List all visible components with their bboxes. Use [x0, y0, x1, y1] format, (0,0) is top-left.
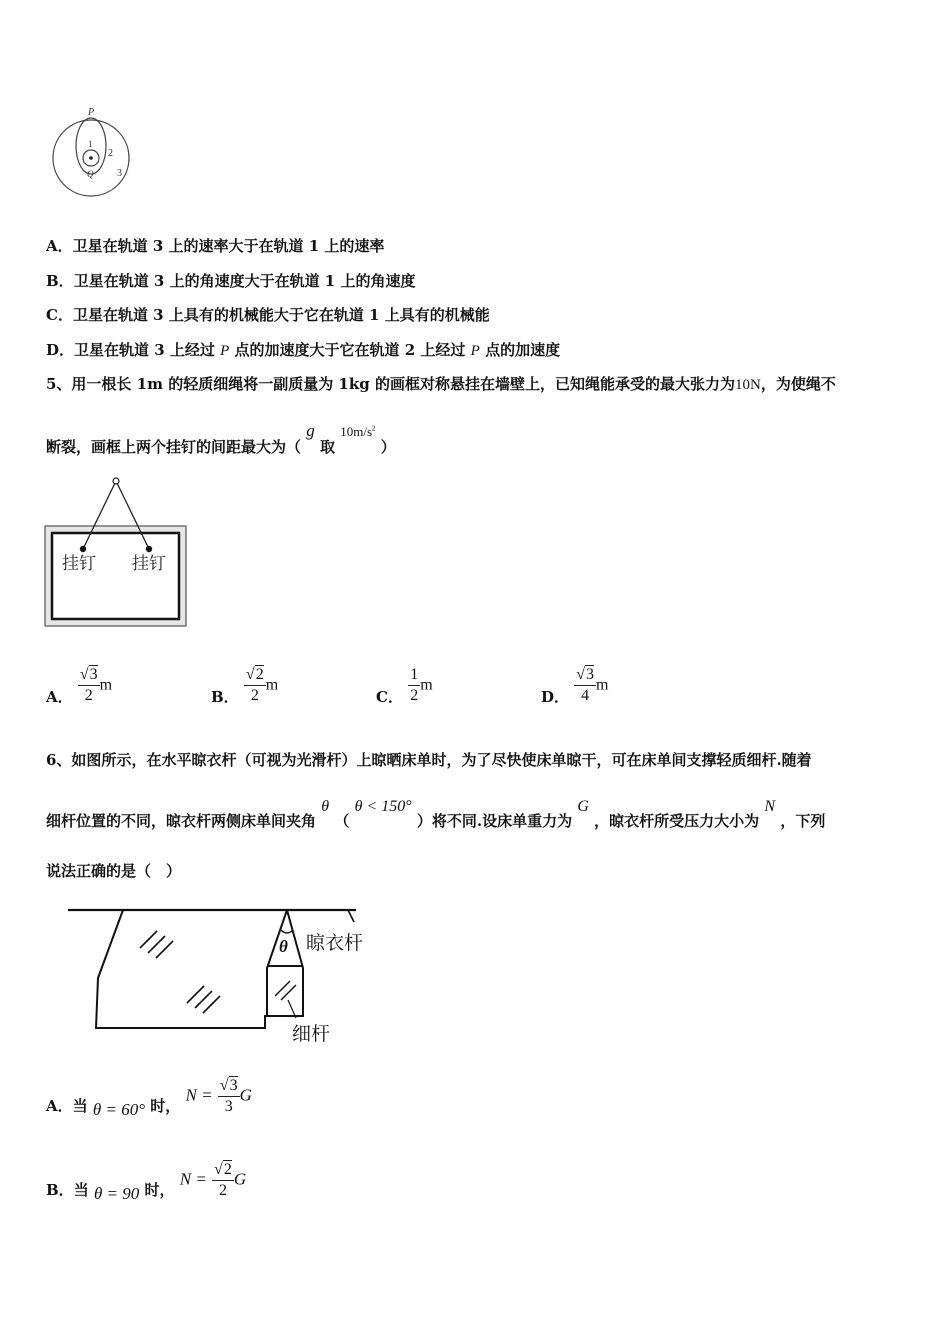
- label-3: 3: [117, 168, 122, 179]
- q4-option-c[interactable]: C．卫星在轨道 3 上具有的机械能大于它在轨道 1 上具有的机械能: [46, 306, 490, 324]
- q5-option-a[interactable]: A． $\frac{√3}{2}$ m: [46, 666, 113, 706]
- q5-option-d[interactable]: D． $\frac{√3}{4}$ m: [541, 666, 609, 706]
- q5-stem-line1: 5、用一根长 1m 的轻质细绳将一副质量为 1kg 的画框对称悬挂在墙壁上，已知绳能承受的最大张力为10N，为使绳不: [46, 375, 836, 393]
- label-p: P: [88, 107, 95, 118]
- label-2: 2: [108, 148, 113, 159]
- q4-option-d[interactable]: D．卫星在轨道 3 上经过 P 点的加速度大于它在轨道 2 上经过 P 点的加速度: [46, 341, 561, 359]
- q4-option-b[interactable]: B．卫星在轨道 3 上的角速度大于在轨道 1 上的角速度: [46, 272, 416, 290]
- q6-stem-line3: 说法正确的是（ ）: [46, 862, 182, 880]
- q6-option-a[interactable]: A．当 θ = 60° 时， N = $\frac{√3}{3}$ G: [46, 1077, 252, 1119]
- left-nail: [80, 546, 86, 552]
- q5-option-c[interactable]: C． $\frac{1}{2}$ m: [376, 666, 433, 706]
- q5-option-b[interactable]: B． $\frac{√2}{2}$ m: [211, 666, 279, 706]
- earth-center: [89, 156, 93, 160]
- label-1: 1: [88, 139, 93, 149]
- frame-inner: [52, 533, 179, 619]
- rod-label: 晾衣杆: [306, 932, 364, 954]
- q6-stem-line1: 6、如图所示，在水平晾衣杆（可视为光滑杆）上晾晒床单时，为了尽快使床单晾干，可在床单间支撑轻质细杆.随着: [46, 751, 812, 769]
- rod-end-mark: [348, 910, 354, 922]
- clothesline-figure: [60, 896, 390, 1048]
- sheet-right-side: [267, 910, 287, 1016]
- orbit-figure: [48, 100, 138, 200]
- q5-stem-line2: 断裂，画框上两个挂钉的间距最大为（ g 取 $10m/s^2$ ）: [46, 421, 396, 456]
- angle-arc: [281, 930, 293, 933]
- left-nail-label: 挂钉: [62, 554, 96, 574]
- wall-nail: [113, 478, 119, 484]
- label-q: Q: [87, 169, 94, 179]
- sheet-outline: [96, 910, 303, 1028]
- q4-option-a[interactable]: A．卫星在轨道 3 上的速率大于在轨道 1 上的速率: [46, 237, 385, 255]
- theta-label: θ: [279, 937, 288, 956]
- q6-stem-line2: 细杆位置的不同，晾衣杆两侧床单间夹角 θ （ θ < 150° ）将不同.设床单重力为 G ，晾衣杆所受压力大小为 N ，下列: [46, 798, 826, 830]
- g-value: $10m/s^2$: [340, 424, 376, 439]
- right-nail: [146, 546, 152, 552]
- thin-rod-label: 细杆: [292, 1023, 331, 1045]
- right-nail-label: 挂钉: [132, 554, 166, 574]
- q6-option-b[interactable]: B．当 θ = 90 时， N = $\frac{√2}{2}$ G: [46, 1161, 247, 1203]
- picture-frame-figure: [44, 476, 194, 632]
